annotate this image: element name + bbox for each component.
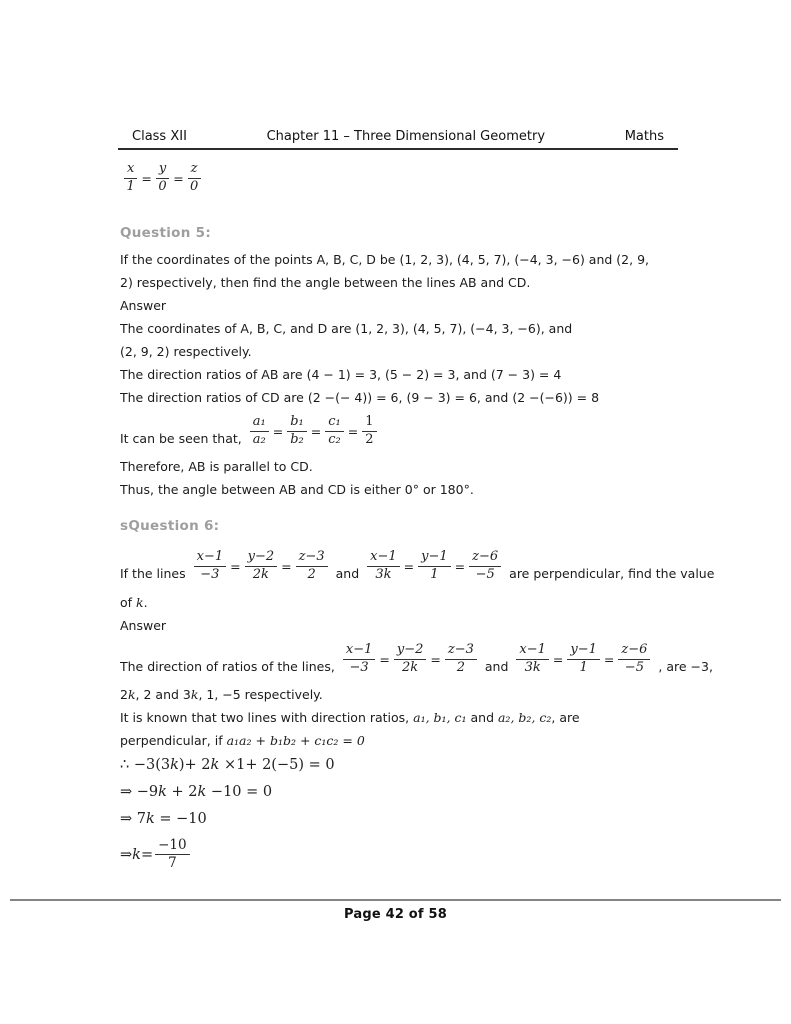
variable-k: k xyxy=(158,783,167,800)
intro-suffix: are perpendicular, find the value xyxy=(509,566,715,582)
text-fragment: of xyxy=(120,594,137,610)
math-text: + 2 xyxy=(166,783,198,800)
math-fraction xyxy=(245,550,278,583)
fraction-numerator: 1 xyxy=(362,415,376,432)
page-header xyxy=(118,129,678,150)
question6-derivation xyxy=(120,752,691,875)
equals-sign: = xyxy=(173,170,184,186)
fraction-denominator: 2k xyxy=(402,660,419,676)
fraction-numerator: z−3 xyxy=(445,643,477,660)
equals-sign: = xyxy=(281,559,292,575)
math-fraction xyxy=(343,643,376,676)
derivation-result xyxy=(120,835,691,875)
fraction-numerator: y−2 xyxy=(394,643,427,660)
equals-sign: = xyxy=(230,559,241,575)
fraction-denominator: −5 xyxy=(624,660,644,676)
math-text: = xyxy=(140,846,154,863)
fraction-denominator: 7 xyxy=(168,855,177,872)
question6-intro-row xyxy=(120,543,715,591)
fraction-denominator: 2 xyxy=(307,567,316,583)
fraction-numerator: a₁ xyxy=(250,415,269,432)
math-text: −10 = 0 xyxy=(206,783,273,800)
question5-conclusion2: Thus, the angle between AB and CD is either 0° or 180°. xyxy=(120,481,474,497)
page-footer xyxy=(0,899,791,922)
math-fraction xyxy=(296,550,328,583)
derivation-step2 xyxy=(120,779,691,806)
math-fraction xyxy=(124,162,137,195)
text-fragment: . xyxy=(143,594,148,610)
equals-sign: = xyxy=(272,424,284,440)
page-number: Page 42 of 58 xyxy=(343,907,448,922)
math-fraction xyxy=(155,838,190,872)
question5-heading: Question 5: xyxy=(120,224,212,241)
math-fraction xyxy=(445,643,477,676)
question5-answer-line2: (2, 9, 2) respectively. xyxy=(120,343,252,359)
header-chapter-title: Chapter 11 – Three Dimensional Geometry xyxy=(266,129,546,144)
perpendicular-formula: a₁a₂ + b₁b₂ + c₁c₂ = 0 xyxy=(226,732,365,748)
variable-k: k xyxy=(136,594,144,610)
fraction-denominator: 3k xyxy=(375,567,392,583)
fraction-numerator: z xyxy=(188,162,201,179)
math-fraction xyxy=(516,643,549,676)
question5-text-line1: If the coordinates of the points A, B, C, D be (1, 2, 3), (4, 5, 7), (−4, 3, −6) and (2, 9, xyxy=(120,251,649,267)
fraction-denominator: b₂ xyxy=(290,432,304,448)
equals-sign: = xyxy=(141,170,152,186)
and-word: and xyxy=(484,659,509,675)
derivation-step3 xyxy=(120,806,691,833)
ratios-suffix: , are −3, xyxy=(658,659,713,675)
header-subject: Maths xyxy=(624,129,664,144)
direction-ratios-set1: a₁, b₁, c₁ xyxy=(413,709,467,725)
question5-answer-label: Answer xyxy=(120,297,167,313)
equals-sign: = xyxy=(347,424,359,440)
question6-answer-label: Answer xyxy=(120,617,167,633)
equals-sign: = xyxy=(403,559,415,575)
math-fraction xyxy=(362,415,376,448)
fraction-denominator: a₂ xyxy=(252,432,266,448)
math-fraction xyxy=(418,550,451,583)
footer-divider xyxy=(10,899,781,901)
variable-k: k xyxy=(210,756,220,773)
fraction-numerator: x−1 xyxy=(367,550,400,567)
question5-text-line2: 2) respectively, then find the angle between the lines AB and CD. xyxy=(120,274,531,290)
math-text: = −10 xyxy=(154,810,207,827)
text-fragment: It is known that two lines with direction ratios, xyxy=(120,709,414,725)
fraction-numerator: y−1 xyxy=(567,643,600,660)
fraction-denominator: 0 xyxy=(158,178,167,194)
direction-ratios-set2: a₂, b₂, c₂ xyxy=(497,709,552,725)
question6-perpendicular-condition xyxy=(120,729,691,752)
math-fraction xyxy=(469,550,501,583)
derivation-step1 xyxy=(120,752,691,779)
question6-intro-line2 xyxy=(120,591,691,614)
variable-k: k xyxy=(197,783,207,800)
text-fragment: , 1, −5 respectively. xyxy=(198,686,323,702)
math-text: ∴ −3(3 xyxy=(120,756,171,773)
fraction-denominator: 2 xyxy=(456,660,465,676)
equals-sign: = xyxy=(552,652,564,668)
text-fragment: , 2 and 3 xyxy=(135,686,191,702)
header-class: Class XII xyxy=(132,129,187,144)
math-fraction xyxy=(194,550,227,583)
variable-k: k xyxy=(190,686,199,702)
intro-prefix: If the lines xyxy=(120,566,186,582)
question5-answer-line1: The coordinates of A, B, C, and D are (1, 2, 3), (4, 5, 7), (−4, 3, −6), and xyxy=(120,320,573,336)
fraction-denominator: 1 xyxy=(126,178,135,194)
question5-seen-equation-row xyxy=(120,409,691,455)
question5-conclusion1: Therefore, AB is parallel to CD. xyxy=(120,458,313,474)
fraction-denominator: −3 xyxy=(200,567,220,583)
question5-answer-line4: The direction ratios of CD are (2 −(− 4)) = 6, (9 − 3) = 6, and (2 −(−6)) = 8 xyxy=(120,389,600,405)
fraction-denominator: 1 xyxy=(430,567,439,583)
question6-ratios-row xyxy=(120,637,713,683)
math-text: )+ 2 xyxy=(178,756,211,773)
fraction-denominator: −3 xyxy=(349,660,369,676)
equation-top xyxy=(122,162,691,195)
variable-k: k xyxy=(127,686,136,702)
question5-answer-line3: The direction ratios of AB are (4 − 1) = 3, (5 − 2) = 3, and (7 − 3) = 4 xyxy=(120,366,562,382)
fraction-denominator: −5 xyxy=(475,567,495,583)
math-fraction xyxy=(188,162,201,195)
math-fraction xyxy=(367,550,400,583)
text-fragment: and xyxy=(466,709,498,725)
fraction-denominator: 1 xyxy=(579,660,588,676)
math-text: ⇒ 7 xyxy=(120,810,146,827)
fraction-denominator: c₂ xyxy=(328,432,341,448)
math-fraction xyxy=(287,415,307,448)
fraction-numerator: x−1 xyxy=(343,643,376,660)
text-fragment: 2 xyxy=(120,686,128,702)
math-text: ×1+ 2(−5) = 0 xyxy=(219,756,335,773)
question6-ratios-line2 xyxy=(120,683,691,706)
text-fragment: perpendicular, if xyxy=(120,732,227,748)
math-fraction xyxy=(156,162,169,195)
math-fraction xyxy=(618,643,650,676)
math-fraction xyxy=(250,415,269,448)
fraction-numerator: y−2 xyxy=(245,550,278,567)
text-fragment: , are xyxy=(551,709,580,725)
question6-heading: sQuestion 6: xyxy=(120,517,220,534)
equals-sign: = xyxy=(379,652,390,668)
variable-k: k xyxy=(132,846,141,863)
question6-known-line xyxy=(120,706,691,729)
math-text: ⇒ −9 xyxy=(120,783,159,800)
fraction-numerator: y−1 xyxy=(418,550,451,567)
fraction-denominator: 2k xyxy=(252,567,269,583)
fraction-numerator: b₁ xyxy=(287,415,307,432)
variable-k: k xyxy=(145,810,155,827)
ratios-prefix: The direction of ratios of the lines, xyxy=(120,659,335,675)
math-text: ⇒ xyxy=(120,846,133,863)
fraction-numerator: x−1 xyxy=(516,643,549,660)
fraction-denominator: 3k xyxy=(524,660,541,676)
equals-sign: = xyxy=(430,652,441,668)
fraction-numerator: z−6 xyxy=(469,550,501,567)
seen-text: It can be seen that, xyxy=(120,431,242,447)
math-fraction xyxy=(394,643,427,676)
fraction-denominator: 0 xyxy=(189,178,199,194)
math-fraction xyxy=(325,415,344,448)
equals-sign: = xyxy=(454,559,466,575)
fraction-numerator: c₁ xyxy=(325,415,344,432)
fraction-numerator: y xyxy=(156,162,169,179)
fraction-numerator: z−6 xyxy=(618,643,650,660)
fraction-numerator: −10 xyxy=(155,838,190,856)
fraction-denominator: 2 xyxy=(365,432,374,448)
math-fraction xyxy=(567,643,600,676)
fraction-numerator: x−1 xyxy=(194,550,227,567)
fraction-numerator: z−3 xyxy=(296,550,328,567)
equals-sign: = xyxy=(603,652,615,668)
and-word: and xyxy=(335,566,360,582)
fraction-numerator: x xyxy=(124,162,137,179)
variable-k: k xyxy=(170,756,179,773)
equals-sign: = xyxy=(310,424,322,440)
